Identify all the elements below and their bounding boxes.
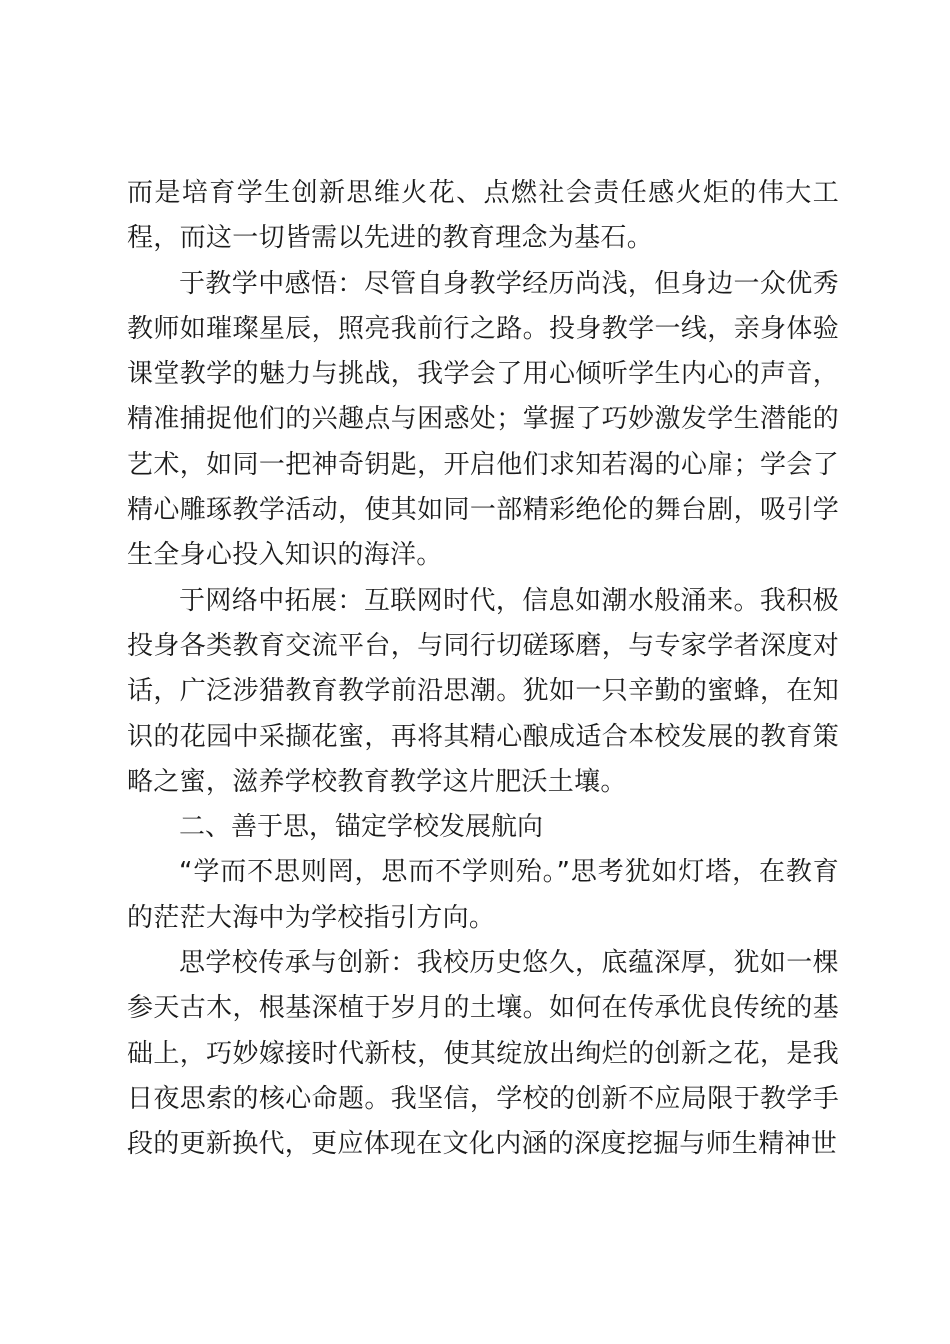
paragraph-network-expansion: 于网络中拓展：互联网时代，信息如潮水般涌来。我积极投身各类教育交流平台，与同行切磋琢磨，与专家学者深度对话，广泛涉猎教育教学前沿思潮。犹如一只辛勤的蜜蜂，在知识的花园中采撷花蜜，再将其精心酿成适合本校发展的教育策略之蜜，滋养学校教育教学这片肥沃土壤。 xyxy=(127,585,839,797)
paragraph-tradition-innovation: 思学校传承与创新：我校历史悠久，底蕴深厚，犹如一棵参天古木，根基深植于岁月的土壤。如何在传承优良传统的基础上，巧妙嫁接时代新枝，使其绽放出绚烂的创新之花，是我日夜思索的核心命题。我坚信，学校的创新不应局限于教学手段的更新换代，更应体现在文化内涵的深度挖掘与师生精神世 xyxy=(127,948,839,1160)
paragraph-quote: “学而不思则罔，思而不学则殆。”思考犹如灯塔，在教育的茫茫大海中为学校指引方向。 xyxy=(127,857,839,933)
section-heading: 二、善于思，锚定学校发展航向 xyxy=(179,812,544,843)
document-body xyxy=(127,171,839,1168)
paragraph-teaching-insight: 于教学中感悟：尽管自身教学经历尚浅，但身边一众优秀教师如璀璨星辰，照亮我前行之路。投身教学一线，亲身体验课堂教学的魅力与挑战，我学会了用心倾听学生内心的声音，精准捕捉他们的兴趣点与困惑处；掌握了巧妙激发学生潜能的艺术，如同一把神奇钥匙，开启他们求知若渴的心扉；学会了精心雕琢教学活动，使其如同一部精彩绝伦的舞台剧，吸引学生全身心投入知识的海洋。 xyxy=(127,268,839,571)
paragraph-continued: 而是培育学生创新思维火花、点燃社会责任感火炬的伟大工程，而这一切皆需以先进的教育理念为基石。 xyxy=(127,178,839,254)
